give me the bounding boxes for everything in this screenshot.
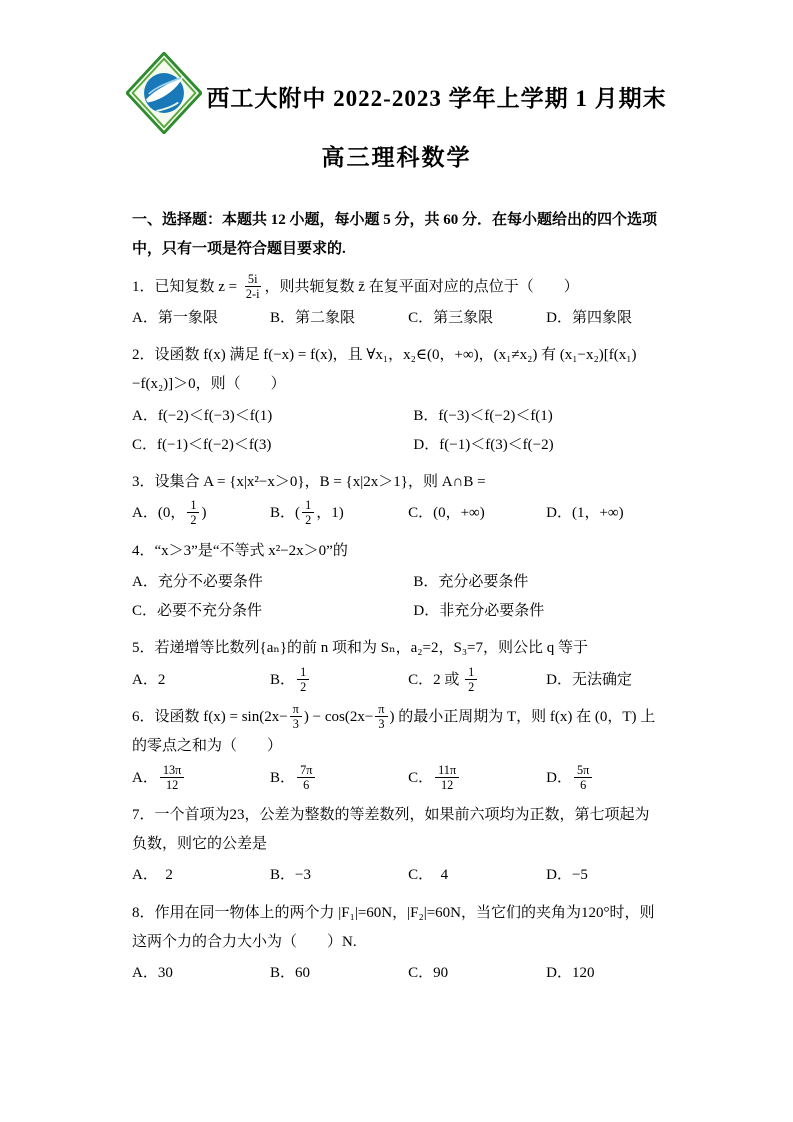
- option: D．f(−1)＜f(3)＜f(−2): [413, 436, 554, 453]
- option: C． $\frac{11\pi}{12}$: [408, 764, 546, 793]
- question-7: [132, 801, 663, 891]
- option: B． $\frac{1}{2}$: [270, 666, 408, 695]
- fraction: $\frac{1}{2}$: [465, 665, 477, 694]
- question-stem: 8．作用在同一物体上的两个力 |F₁|=60N，|F₂|=60N，当它们的夹角为120°时，则这两个力的合力大小为（ ）N.: [132, 904, 655, 950]
- fraction: $\frac{1}{2}$: [302, 498, 314, 527]
- fraction: $\frac{1}{2}$: [187, 498, 199, 527]
- fraction: $\frac{1}{2}$: [297, 665, 309, 694]
- option: B．−3: [270, 867, 312, 884]
- option: D．第四象限: [546, 309, 632, 326]
- option: D．(1，+∞): [546, 505, 624, 522]
- question-stem: 6．设函数 f(x) = sin(2x− $\frac{\pi}{3}$ ) − cos(2x− $\frac{\pi}{3}$ ) 的最小正周期为 T，则 f(x) 在 (0，T) 上的零点之和为（ ）: [132, 701, 656, 755]
- option: D．非充分必要条件: [413, 603, 545, 620]
- question-options: [132, 764, 663, 793]
- question-stem: 4．“x＞3”是“不等式 x²−2x＞0”的: [132, 542, 348, 559]
- question-stem: 3．设集合 A = {x|x²−x＞0}，B = {x|2x＞1}，则 A∩B =: [132, 474, 486, 491]
- option: C．f(−1)＜f(−2)＜f(3): [132, 436, 272, 453]
- option: C． 4: [408, 867, 449, 884]
- option: B．( $\frac{1}{2}$ ，1): [270, 498, 344, 528]
- option: A． 2: [132, 867, 173, 884]
- fraction: $\frac{\pi}{3}$: [290, 702, 302, 731]
- option: D．−5: [546, 867, 588, 884]
- option: B．充分必要条件: [413, 573, 529, 590]
- option: A．30: [132, 965, 173, 982]
- option: A．充分不必要条件: [132, 573, 263, 590]
- option: A．(0， $\frac{1}{2}$ ): [132, 498, 207, 528]
- fraction: $\frac{5\pi}{6}$: [574, 763, 592, 792]
- exam-subtitle: 高三理科数学: [321, 145, 472, 170]
- question-stem: 2．设函数 f(x) 满足 f(−x) = f(x)，且 ∀x₁，x₂∈(0，+∞)，(x₁≠x₂) 有 (x₁−x₂)[f(x₁)−f(x₂)]＞0，则（ ）: [132, 347, 637, 393]
- exam-title: 西工大附中 2022-2023 学年上学期 1 月期末: [206, 86, 667, 111]
- option: A．2: [132, 671, 166, 688]
- option: A． $\frac{13\pi}{12}$: [132, 764, 270, 793]
- option: B．第二象限: [270, 309, 356, 326]
- option: C．(0，+∞): [408, 505, 485, 522]
- question-2: [132, 341, 663, 460]
- exam-body: [0, 172, 793, 988]
- question-options: [132, 499, 663, 528]
- option: D． $\frac{5\pi}{6}$: [546, 764, 663, 793]
- question-options: [132, 666, 663, 695]
- option: C．第三象限: [408, 309, 494, 326]
- question-options: [132, 861, 663, 890]
- question-list: [132, 273, 663, 989]
- option: B．f(−3)＜f(−2)＜f(1): [413, 407, 553, 424]
- option: B．60: [270, 965, 311, 982]
- fraction: $\frac{11\pi}{12}$: [435, 763, 459, 792]
- question-options: [132, 304, 663, 333]
- question-stem: 1．已知复数 z = $\frac{5i}{2-i}$ ，则共轭复数 z̄ 在复平面对应的点位于（ ）: [132, 271, 579, 301]
- question-6: [132, 703, 663, 793]
- fraction: $\frac{\pi}{3}$: [375, 702, 387, 731]
- question-options: [132, 402, 663, 461]
- option: D．120: [546, 965, 595, 982]
- section-heading: 一、选择题：本题共 12 小题，每小题 5 分，共 60 分．在每小题给出的四个选项中，只有一项是符合题目要求的.: [132, 212, 658, 258]
- question-5: [132, 634, 663, 695]
- question-stem: 7．一个首项为23，公差为整数的等差数列，如果前六项均为正数，第七项起为负数，则它的公差是: [132, 806, 650, 853]
- option: C．90: [408, 965, 449, 982]
- fraction: $\frac{5i}{2-i}$: [245, 271, 260, 301]
- option: B． $\frac{7\pi}{6}$: [270, 764, 408, 793]
- question-1: [132, 273, 663, 334]
- question-options: [132, 568, 663, 627]
- fraction: $\frac{7\pi}{6}$: [297, 763, 315, 792]
- question-3: [132, 468, 663, 529]
- question-4: [132, 537, 663, 627]
- option: A．第一象限: [132, 309, 218, 326]
- question-stem: 5．若递增等比数列{aₙ}的前 n 项和为 Sₙ，a₂=2，S₃=7，则公比 q 等于: [132, 640, 589, 657]
- school-logo-icon: [126, 52, 202, 134]
- option: C．必要不充分条件: [132, 603, 263, 620]
- fraction: $\frac{13\pi}{12}$: [160, 763, 185, 792]
- option: C．2 或 $\frac{1}{2}$: [408, 666, 546, 695]
- option: D．无法确定: [546, 671, 632, 688]
- question-options: [132, 959, 663, 988]
- question-8: [132, 899, 663, 989]
- option: A．f(−2)＜f(−3)＜f(1): [132, 407, 273, 424]
